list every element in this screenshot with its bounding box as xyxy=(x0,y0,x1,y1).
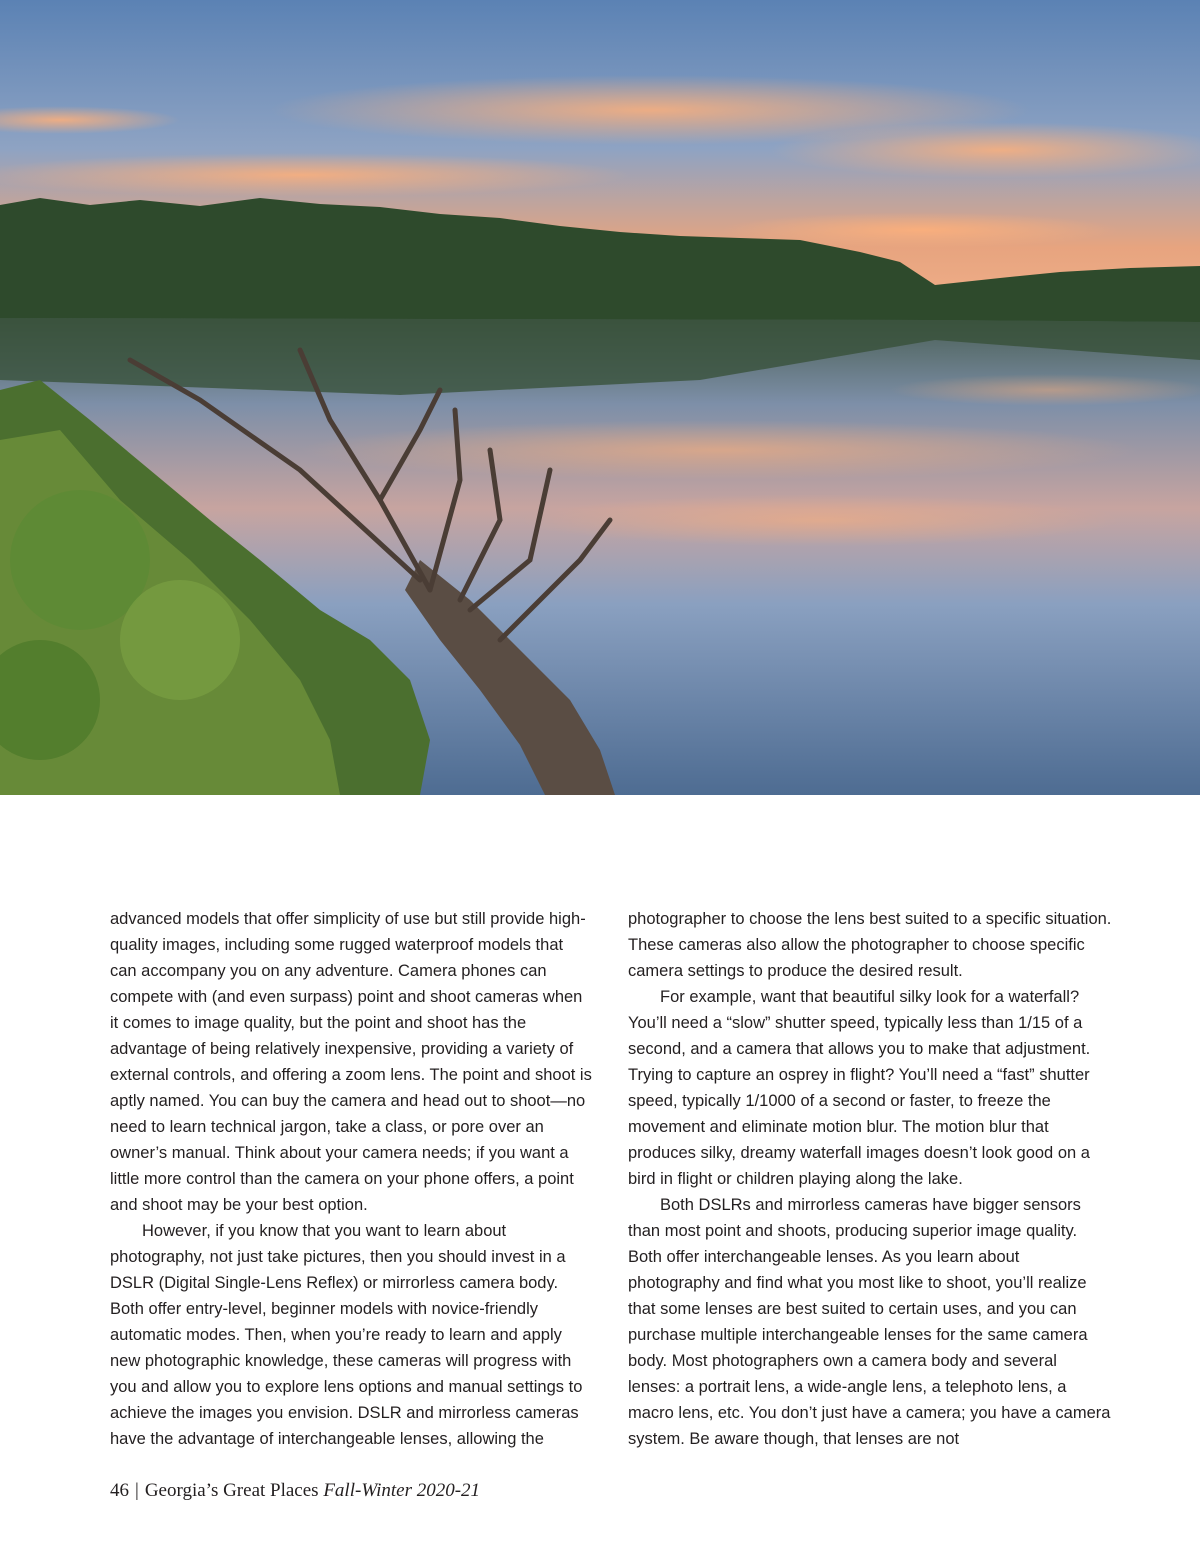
page-number: 46 xyxy=(110,1480,129,1501)
right-text-column xyxy=(628,906,1112,1452)
issue-label: Fall-Winter 2020-21 xyxy=(323,1480,481,1501)
publication-name: Georgia’s Great Places xyxy=(144,1480,319,1501)
page-footer xyxy=(110,1480,480,1502)
body-paragraph: For example, want that beautiful silky look for a waterfall? You’ll need a “slow” shutter speed, typically less than 1/15 of a second, and a camera that allows you to make that adjustment. Trying to capture an osprey in flight? You’ll need a “fast” shutter speed, typically 1/1000 of a second or faster, to freeze the movement and eliminate motion blur. The motion blur that produces silky, dreamy waterfall images doesn’t look good on a bird in flight or children playing along the lake. xyxy=(628,988,1091,1188)
body-paragraph: photographer to choose the lens best suited to a specific situation. These cameras also allow the photographer to choose specific camera settings to produce the desired result. xyxy=(628,910,1112,980)
body-paragraph: Both DSLRs and mirrorless cameras have bigger sensors than most point and shoots, producing superior image quality. Both offer interchangeable lenses. As you learn about photography and find what you most like to shoot, you’ll realize that some lenses are best suited to certain uses, and you can purchase multiple interchangeable lenses for the same camera body. Most photographers own a camera body and several lenses: a portrait lens, a wide-angle lens, a telephoto lens, a macro lens, etc. You don’t just have a camera; you have a camera system. Be aware though, that lenses are not xyxy=(628,1196,1111,1448)
body-paragraph: However, if you know that you want to learn about photography, not just take pictures, then you should invest in a DSLR (Digital Single-Lens Reflex) or mirrorless camera body. Both offer entry-level, beginner models with novice-friendly automatic modes. Then, when you’re ready to learn and apply new photographic knowledge, these cameras will progress with you and allow you to explore lens options and manual settings to achieve the images you envision. DSLR and mirrorless cameras have the advantage of interchangeable lenses, allowing the xyxy=(110,1222,583,1448)
left-text-column xyxy=(110,906,594,1452)
body-paragraph: advanced models that offer simplicity of use but still provide high-quality images, including some rugged waterproof models that can accompany you on any adventure. Camera phones can compete with (and even surpass) point and shoot cameras when it comes to image quality, but the point and shoot has the advantage of being relatively inexpensive, providing a variety of external controls, and offering a zoom lens. The point and shoot is aptly named. You can buy the camera and head out to shoot—no need to learn technical jargon, take a class, or pore over an owner’s manual. Think about your camera needs; if you want a little more control than the camera on your phone offers, a point and shoot may be your best option. xyxy=(110,910,592,1214)
footer-separator: | xyxy=(135,1480,139,1501)
